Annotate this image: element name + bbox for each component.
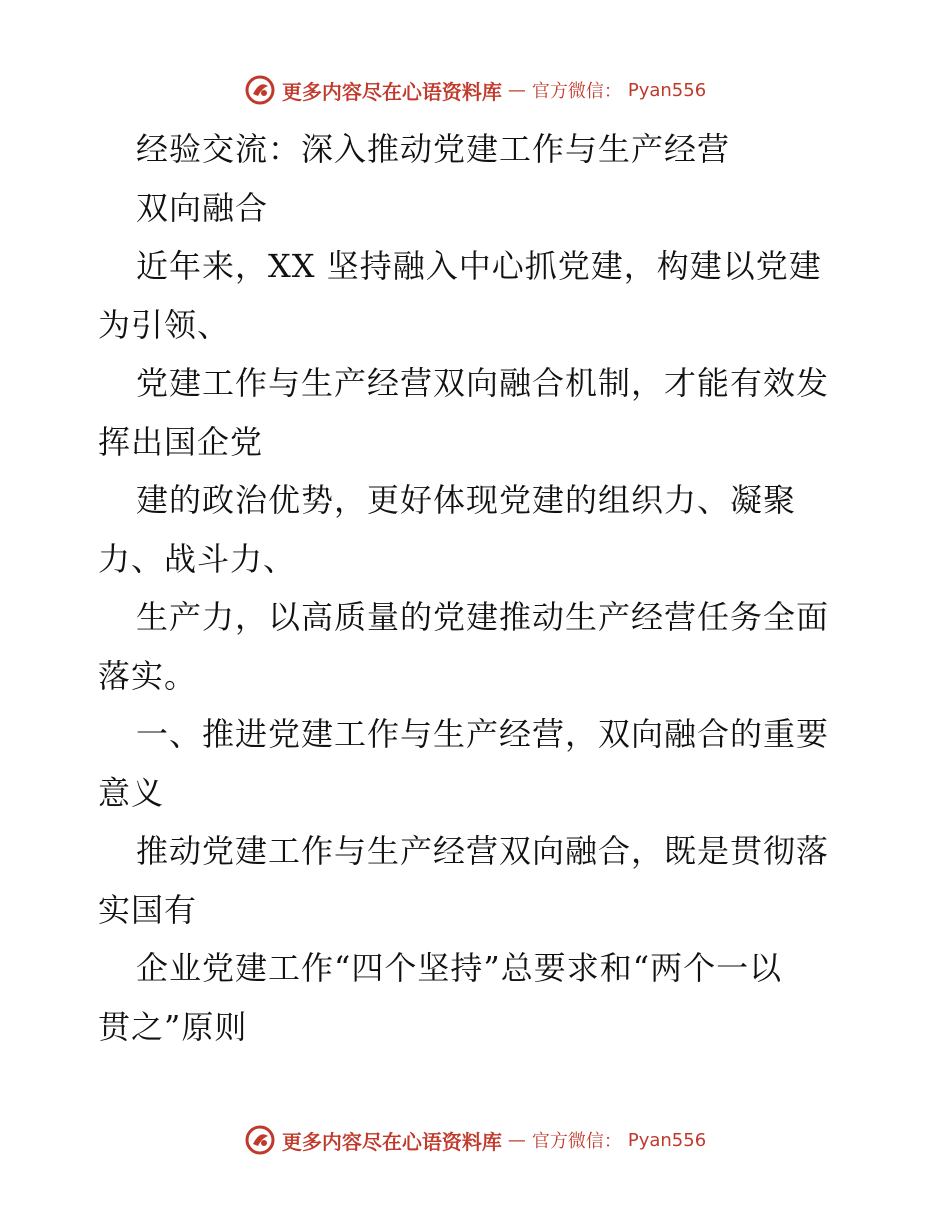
paragraph-4-line-2: 落实。	[98, 656, 198, 695]
paragraph-3-line-1: 建的政治优势，更好体现党建的组织力、凝聚	[136, 481, 797, 519]
paragraph-1-line-1: 近年来，XX 坚持融入中心抓党建，构建以党建	[136, 247, 822, 285]
watermark-text: 更多内容尽在心语资料库	[281, 79, 502, 104]
logo-icon	[244, 1124, 276, 1156]
paragraph-6-line-2: 贯之”原则	[98, 1007, 248, 1046]
paragraph-1-line-2: 为引领、	[98, 305, 231, 344]
paragraph-3-line-2: 力、战斗力、	[98, 539, 297, 578]
paragraph-2-line-1: 党建工作与生产经营双向融合机制，才能有效发	[136, 364, 830, 402]
paragraph-2-line-2: 挥出国企党	[98, 422, 264, 461]
watermark-dash: —	[507, 79, 526, 101]
footer-watermark	[0, 1120, 950, 1160]
watermark-wechat: Pyan556	[627, 79, 707, 101]
logo-icon	[244, 74, 276, 106]
paragraph-5-line-2: 实国有	[98, 890, 198, 929]
paragraph-4-line-1: 生产力，以高质量的党建推动生产经营任务全面	[136, 598, 830, 636]
watermark-official: 官方微信：	[531, 81, 622, 102]
watermark-dash: —	[507, 1129, 526, 1151]
section-heading-line-2: 意义	[98, 773, 165, 812]
title-line-2: 双向融合	[136, 188, 269, 227]
header-watermark	[0, 70, 950, 110]
watermark-official: 官方微信：	[531, 1131, 622, 1152]
paragraph-6-line-1: 企业党建工作“四个坚持”总要求和“两个一以	[136, 949, 783, 987]
document-body	[98, 120, 858, 1056]
section-heading-line-1: 一、推进党建工作与生产经营，双向融合的重要	[136, 715, 830, 753]
title-line-1: 经验交流：深入推动党建工作与生产经营	[136, 130, 731, 168]
watermark-wechat: Pyan556	[627, 1129, 707, 1151]
paragraph-5-line-1: 推动党建工作与生产经营双向融合，既是贯彻落	[136, 832, 830, 870]
watermark-text: 更多内容尽在心语资料库	[281, 1129, 502, 1154]
